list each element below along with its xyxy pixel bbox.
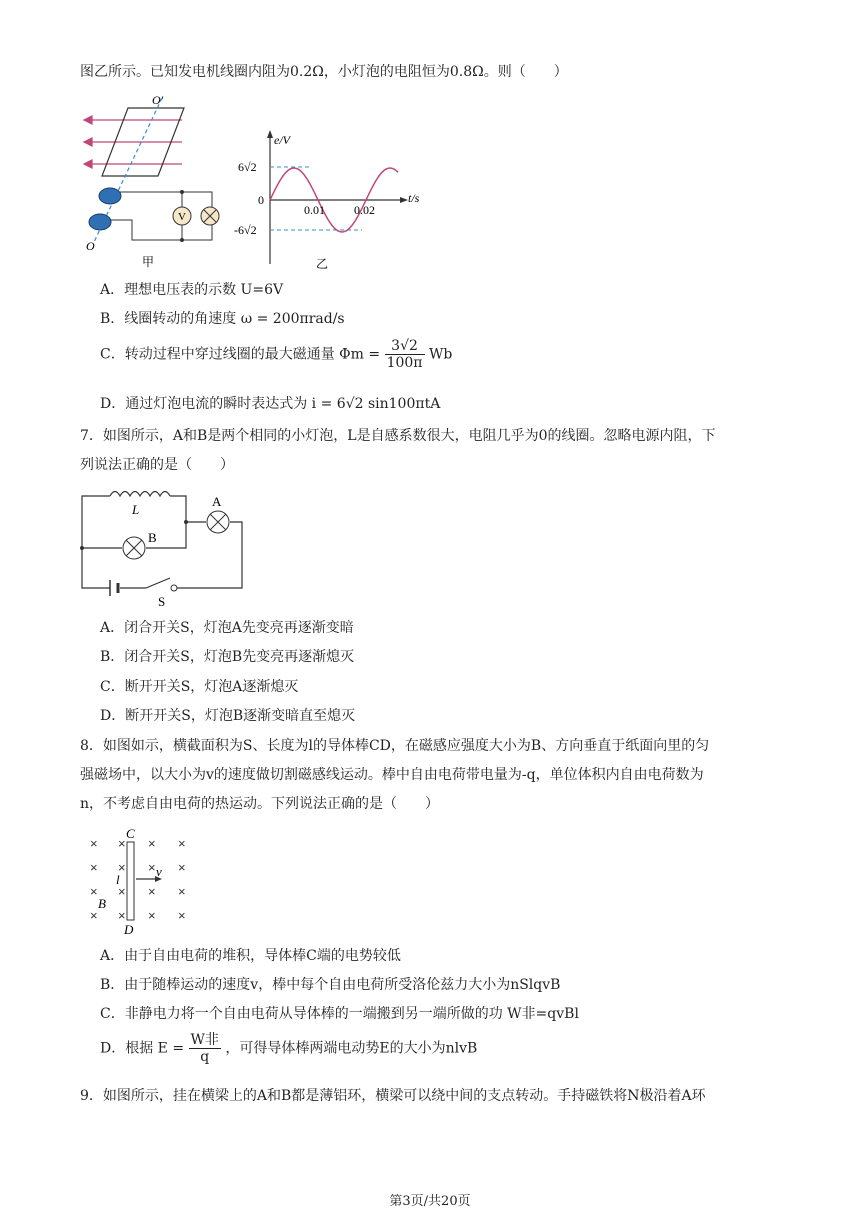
inductor-circuit: [74, 484, 254, 610]
field-cross: ×: [148, 860, 156, 875]
q6-option-b: B．线圈转动的角速度 ω = 200πrad/s: [100, 311, 345, 327]
svg-text:l: l: [116, 872, 120, 887]
field-cross: ×: [118, 836, 126, 851]
field-cross: ×: [90, 860, 98, 875]
generator-figure: [72, 92, 232, 272]
svg-text:6√2: 6√2: [238, 160, 257, 174]
q7-option-c: C．断开开关S，灯泡A逐渐熄灭: [100, 679, 299, 695]
q7-option-b: B．闭合开关S，灯泡B先变亮再逐渐熄灭: [100, 649, 355, 665]
emf-graph: [232, 124, 432, 274]
field-cross: ×: [148, 836, 156, 851]
field-arrows: [84, 116, 182, 168]
slip-ring-top: [99, 188, 121, 204]
field-cross: ×: [148, 884, 156, 899]
q8-option-c: C．非静电力将一个自由电荷从导体棒的一端搬到另一端所做的功 W非=qvBl: [100, 1006, 579, 1022]
field-cross: ×: [148, 908, 156, 923]
field-cross: ×: [90, 836, 98, 851]
svg-text:0: 0: [258, 193, 264, 207]
q8-stem-line1: 8．如图如示，横截面积为S、长度为l的导体棒CD，在磁感应强度大小为B、方向垂直于纸面向里的匀: [80, 738, 710, 754]
q8-option-a: A．由于自由电荷的堆积，导体棒C端的电势较低: [100, 948, 401, 964]
q9-stem-line1: 9．如图所示，挂在横梁上的A和B都是薄铝环，横梁可以绕中间的支点转动。手持磁铁将N极沿着A环: [80, 1088, 706, 1104]
svg-text:V: V: [178, 211, 186, 223]
q6-option-d: D．通过灯泡电流的瞬时表达式为 i = 6√2 sin100πtA: [100, 396, 441, 412]
caption-jia: 甲: [142, 255, 155, 269]
q6-option-a: A．理想电压表的示数 U=6V: [100, 282, 284, 298]
svg-text:B: B: [148, 530, 157, 545]
conductor-rod: [127, 842, 134, 920]
caption-yi: 乙: [316, 257, 329, 271]
q6-intro: 图乙所示。已知发电机线圈内阻为0.2Ω，小灯泡的电阻恒为0.8Ω。则（ ）: [80, 64, 568, 80]
svg-text:t/s: t/s: [408, 191, 420, 205]
page-footer: 第3页/共20页: [389, 1194, 471, 1209]
field-cross: ×: [90, 908, 98, 923]
q8-stem-line2: 强磁场中，以大小为v的速度做切割磁感线运动。棒中自由电荷带电量为-q，单位体积内自由电荷数为: [80, 767, 704, 783]
field-cross: ×: [90, 884, 98, 899]
field-cross: ×: [118, 884, 126, 899]
svg-text:v: v: [156, 864, 162, 879]
svg-text:D: D: [124, 922, 134, 937]
label-o-bottom: O: [86, 239, 95, 253]
q7-stem-line1: 7．如图所示，A和B是两个相同的小灯泡，L是自感系数很大，电阻几乎为0的线圈。忽略电源内阻，下: [80, 428, 716, 444]
q8-stem-line3: n，不考虑自由电荷的热运动。下列说法正确的是（ ）: [80, 796, 440, 812]
magnetic-field-rod: [80, 822, 200, 938]
q7-stem-line2: 列说法正确的是（ ）: [80, 457, 234, 473]
field-cross: ×: [178, 860, 186, 875]
svg-text:-6√2: -6√2: [234, 223, 257, 237]
q8-option-b: B．由于随棒运动的速度v，棒中每个自由电荷所受洛伦兹力大小为nSlqvB: [100, 977, 561, 993]
svg-text:0.02: 0.02: [354, 203, 375, 217]
svg-text:0.01: 0.01: [304, 203, 325, 217]
field-cross: ×: [118, 860, 126, 875]
q7-option-a: A．闭合开关S，灯泡A先变亮再逐渐变暗: [100, 620, 354, 636]
field-cross: ×: [178, 884, 186, 899]
inductor-coil: [110, 492, 170, 497]
svg-text:C: C: [126, 826, 135, 841]
svg-text:B: B: [98, 896, 106, 911]
field-cross: ×: [178, 836, 186, 851]
q8-option-d: D．根据 E = $\frac{\text{W非}}{q}$ ，可得导体棒两端电动势E的大小为nlvB: [100, 1032, 478, 1065]
field-cross: ×: [118, 908, 126, 923]
svg-text:L: L: [132, 502, 140, 517]
label-o-top: O′: [152, 93, 164, 107]
q6-option-c: C．转动过程中穿过线圈的最大磁通量 Φm = $\frac{3√2}{100\pi}$ Wb: [100, 338, 453, 371]
svg-text:S: S: [158, 594, 166, 609]
q7-option-d: D．断开开关S，灯泡B逐渐变暗直至熄灭: [100, 708, 356, 724]
slip-ring-bottom: [89, 214, 111, 230]
field-cross: ×: [178, 908, 186, 923]
svg-text:e/V: e/V: [274, 133, 290, 147]
svg-text:A: A: [212, 494, 222, 509]
